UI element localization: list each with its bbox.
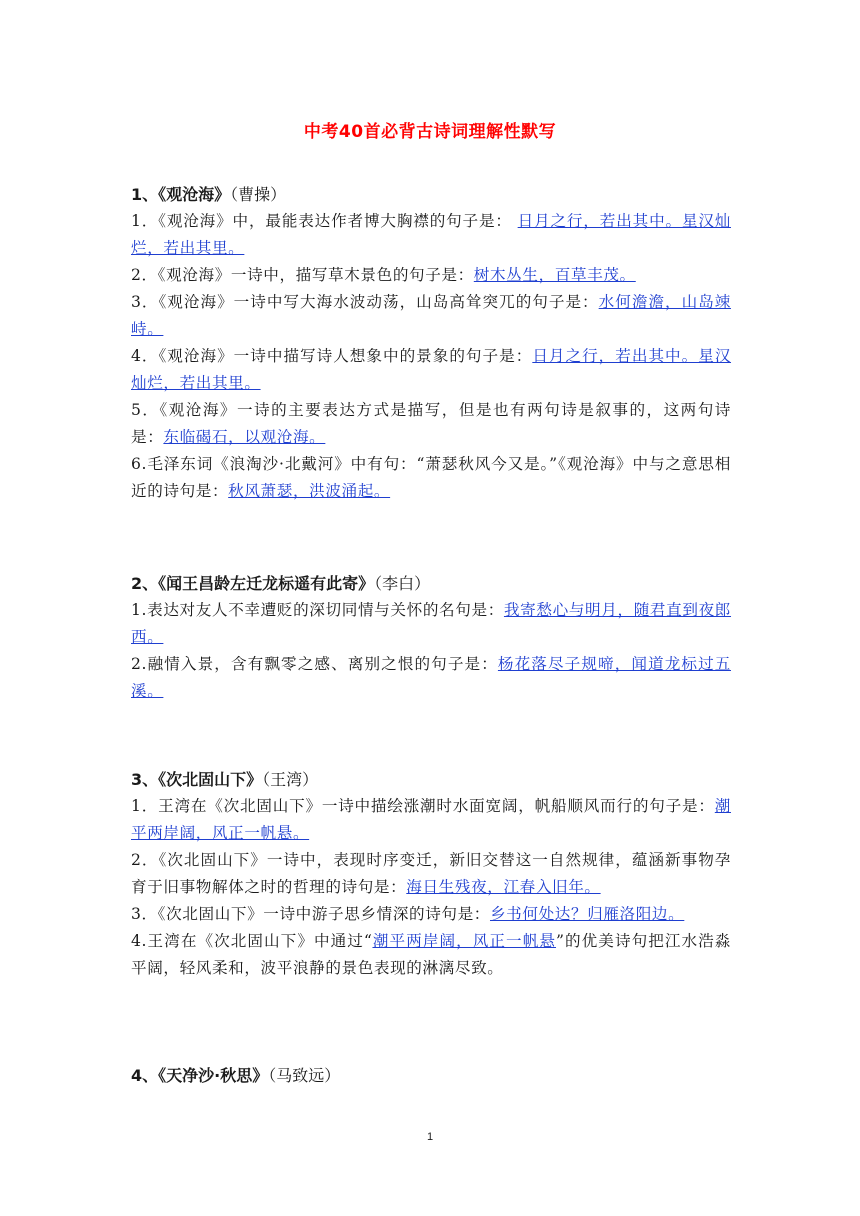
section-heading (131, 181, 731, 208)
section-heading (131, 570, 731, 597)
poem-author: （李白） (374, 574, 431, 593)
poem-author: （曹操） (230, 185, 287, 204)
answer-text: 水何澹澹，山岛竦峙。 (131, 293, 731, 338)
answer-text: 日月之行，若出其中。星汉灿烂，若出其里。 (131, 212, 731, 257)
question-text: 1．王湾在《次北固山下》一诗中描绘涨潮时水面宽阔，帆船顺风而行的句子是： (131, 797, 715, 815)
poem-title: 《天净沙·秋思》 (158, 1066, 269, 1085)
question-text: 5．《观沧海》一诗的主要表达方式是描写，但是也有两句诗是叙事的，这两句诗是： (131, 401, 731, 446)
question-item (131, 343, 731, 397)
section-number: 4、 (131, 1066, 159, 1085)
question-text: 4.王湾在《次北固山下》中通过“ (131, 932, 373, 950)
section-number: 1、 (131, 185, 159, 204)
section-number: 2、 (131, 574, 159, 593)
question-item (131, 597, 731, 651)
answer-text: 我寄愁心与明月，随君直到夜郎西。 (131, 601, 732, 646)
question-item (131, 928, 731, 982)
answer-text: 乡书何处达？归雁洛阳边。 (489, 905, 685, 923)
question-item (131, 262, 731, 289)
question-item (131, 901, 731, 928)
question-text: 3．《次北固山下》一诗中游子思乡情深的诗句是： (131, 905, 490, 923)
question-text: 1．《观沧海》中，最能表达作者博大胸襟的句子是： (131, 212, 518, 230)
poem-title: 《次北固山下》 (158, 770, 263, 789)
poem-author: （马致远） (268, 1066, 341, 1085)
poem-section (131, 766, 731, 982)
question-item (131, 651, 731, 705)
poem-author: （王湾） (262, 770, 319, 789)
answer-text: 日月之行，若出其中。星汉灿烂，若出其里。 (131, 347, 732, 392)
question-item (131, 397, 731, 451)
section-number: 3、 (131, 770, 159, 789)
question-text: 4．《观沧海》一诗中描写诗人想象中的景象的句子是： (131, 347, 533, 365)
answer-text: 潮平两岸阔，风正一帆悬 (372, 932, 556, 950)
question-text-tail: ”的优美诗句把江水浩淼平阔，轻风柔和，波平浪静的景色表现的淋漓尽致。 (131, 932, 732, 977)
question-text: 2.融情入景，含有飘零之感、离别之恨的句子是： (131, 655, 498, 673)
question-item (131, 208, 731, 262)
question-text: 3．《观沧海》一诗中写大海水波动荡，山岛高耸突兀的句子是： (131, 293, 599, 311)
poem-section (131, 570, 731, 705)
question-item (131, 793, 731, 847)
poem-title: 《闻王昌龄左迁龙标遥有此寄》 (158, 574, 375, 593)
section-heading (131, 766, 731, 793)
question-text: 2．《次北固山下》一诗中，表现时序变迁，新旧交替这一自然规律，蕴涵新事物孕育于旧事物解体之时的哲理的诗句是： (131, 851, 731, 896)
poem-section (131, 1062, 731, 1089)
question-text: 6.毛泽东词《浪淘沙·北戴河》中有句：“萧瑟秋风今又是。”《观沧海》中与之意思相近的诗句是： (131, 455, 731, 500)
answer-text: 秋风萧瑟，洪波涌起。 (228, 482, 391, 500)
section-heading (131, 1062, 731, 1089)
poem-title: 《观沧海》 (158, 185, 231, 204)
question-text: 2．《观沧海》一诗中，描写草木景色的句子是： (131, 266, 474, 284)
question-item (131, 847, 731, 901)
question-text: 1.表达对友人不幸遭贬的深切同情与关怀的名句是： (131, 601, 504, 619)
document-title: 中考40首必背古诗词理解性默写 (303, 122, 557, 142)
question-item (131, 289, 731, 343)
page-number: 1 (426, 1131, 434, 1143)
answer-text: 海日生残夜，江春入旧年。 (406, 878, 601, 896)
answer-text: 东临碣石，以观沧海。 (163, 428, 326, 446)
answer-text: 树木丛生，百草丰茂。 (473, 266, 636, 284)
poem-section (131, 181, 731, 505)
answer-text: 潮平两岸阔，风正一帆悬。 (131, 797, 731, 842)
answer-text: 杨花落尽子规啼，闻道龙标过五溪。 (131, 655, 731, 700)
question-item (131, 451, 731, 505)
